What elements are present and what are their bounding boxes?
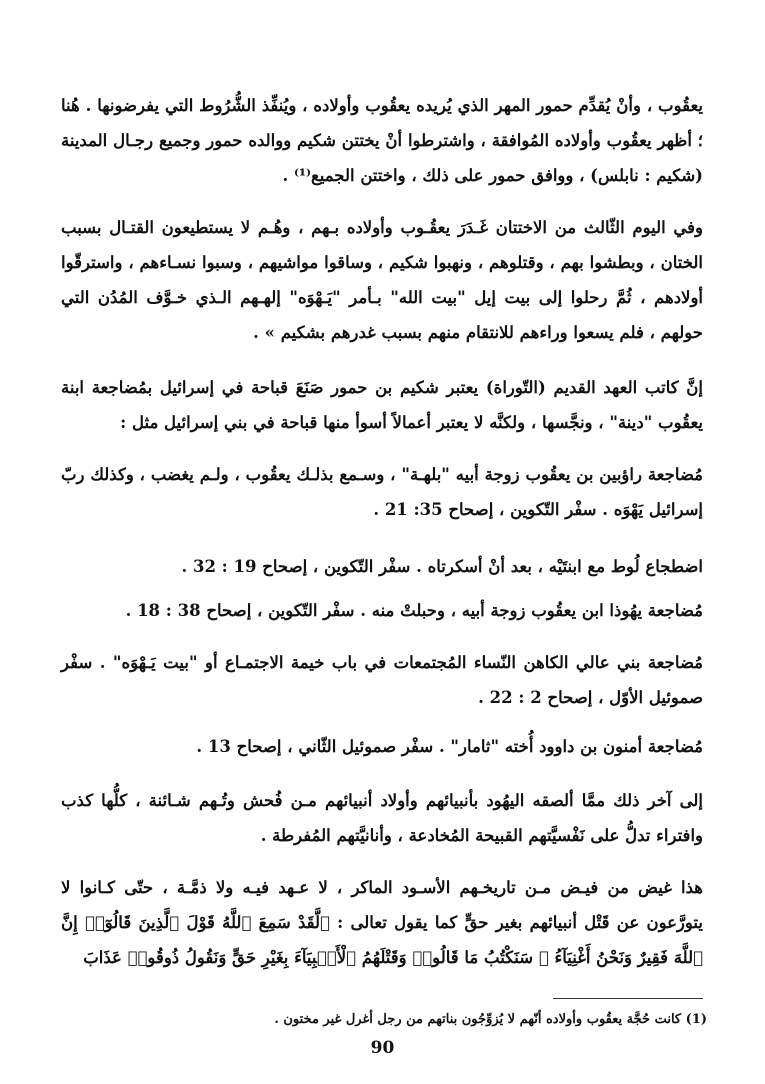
paragraph-2: وفي اليوم الثّالث من الاختتان غَـدَرَ يعقُـوب وأولاده بـهم ، وهُـم لا يستطيعون القتـال بسبب الختان ، وبطشوا بهم ، وقتلوهم ، ونهبوا شكيم ، وساقوا مواشيهم ، وسبوا نسـاءهم ، واسترقّوا أولادهم ، ثُمَّ رحلوا إلى بيت إيل "بيت الله" بـأمر "يَـهْوَه" إلهـهم الـذي خـوَّف المُدُن التي حولهم ، فلم يسعوا وراءهم للانتقام منهم بسبب غدرهم بشكيم » .	[61, 218, 703, 342]
paragraph-7: مُضاجعة بني عالي الكاهن النّساء المُجتمعات في باب خيمة الاجتمـاع أو "بيت يَـهْوَه" . سفْر صموئيل الأوّل ، إصحاح 2 : 22 .	[61, 653, 703, 707]
paragraph-4: مُضاجعة راؤبين بن يعقُوب زوجة أبيه "بلهـة" ، وسـمع بذلـك يعقُوب ، ولـم يغضب ، وكذلك ربّ إسرائيل يَهْوَه . سفْر التّكوين ، إصحاح 35: 21 .	[61, 465, 703, 519]
page-number: 90	[370, 1038, 395, 1058]
footnote: (1) كانت حُجَّة يعقُوب وأولاده أنّهم لا يُزوِّجُون بناتهم من رجل أغرل غير مختون .	[274, 1012, 707, 1027]
paragraph-3: إنَّ كاتب العهد القديم (التّوراة) يعتبر شكيم بن حمور صَنَعَ قباحة في إسرائيل بمُضاجعة ابنة يعقُوب "دينة" ، ونجَّسها ، ولكنَّه لا يعتبر أعمالاً أسوأ منها قباحة في بني إسرائيل مثل :	[61, 378, 703, 432]
paragraph-9: إلى آخر ذلك ممَّا ألصقه اليهُود بأنبيائهم وأولاد أنبيائهم مـن فُحش وتُـهم شـائنة ، كلُّها كذب وافتراء تدلُّ على نَفْسيَّتهم القبيحة المُخادعة ، وأنانيَّتهم المُفرطة .	[61, 791, 703, 845]
paragraph-6: مُضاجعة يهُوذا ابن يعقُوب زوجة أبيه ، وحبلتْ منه . سفْر التّكوين ، إصحاح 38 : 18 .	[125, 601, 703, 620]
paragraph-1: يعقُوب ، وأنْ يُقدِّم حمور المهر الذي يُريده يعقُوب وأولاده ، ويُنفِّذ الشُّرُوط التي يفرضونها . هُنا ؛ أظهر يعقُوب وأولاده المُوافقة ، واشترطوا أنْ يختتن شكيم ووالده حمور وجميع رجـال المدينة (شكيم : نابلس) ، ووافق حمور على ذلك ، واختتن الجميع⁽¹⁾ .	[61, 96, 703, 185]
footnote-divider	[553, 998, 703, 999]
paragraph-8: مُضاجعة أمنون بن داوود أُخته "ثامار" . سفْر صموئيل الثّاني ، إصحاح 13 .	[196, 737, 703, 756]
paragraph-5: اضطجاع لُوط مع ابنتَيْه ، بعد أنْ أسكرتاه . سفْر التّكوين ، إصحاح 19 : 32 .	[181, 557, 703, 576]
paragraph-10: هذا غيض من فيـض مـن تاريخـهم الأسـود الماكر ، لا عـهد فيـه ولا ذمَّـة ، حتّى كـانوا لا يتورَّعون عن قَتْل أنبيائهم بغير حقٍّ كما يقول تعالى : ﴿لَّقَدْ سَمِعَ ٱللَّهُ قَوْلَ ٱلَّذِينَ قَالُوٓا۟ إِنَّ ٱللَّهَ فَقِيرٌ وَنَحْنُ أَغْنِيَآءُ ۘ سَنَكْتُبُ مَا قَالُوا۟ وَقَتْلَهُمُ ٱلْأَنۢبِيَآءَ بِغَيْرِ حَقٍّ وَنَقُولُ ذُوقُوا۟ عَذَابَ	[61, 878, 703, 967]
